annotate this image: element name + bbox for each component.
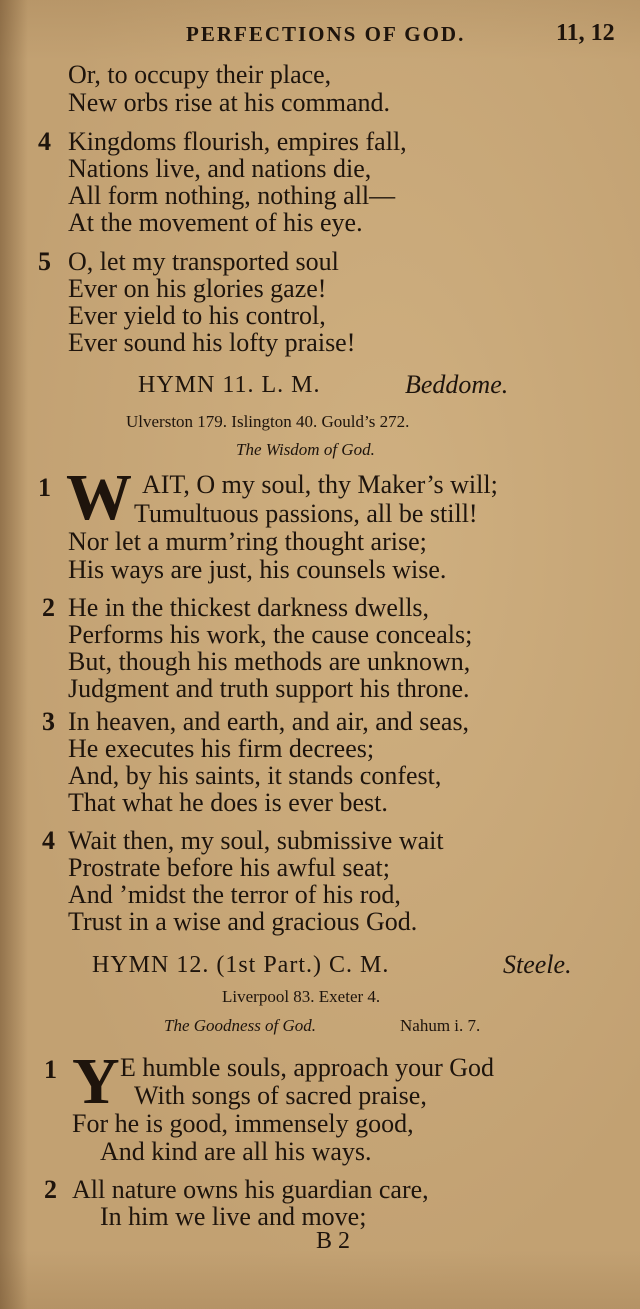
verse-line: Or, to occupy their place, (68, 60, 332, 89)
verse-line: Ever on his glories gaze! (68, 274, 327, 303)
verse-line: He in the thickest darkness dwells, (68, 593, 430, 622)
verse-line: Nor let a murm’ring thought arise; (68, 527, 427, 556)
verse-line: New orbs rise at his command. (68, 88, 391, 117)
verse-line: E humble souls, approach your God (120, 1053, 495, 1082)
verse-line: Nations live, and nations die, (68, 154, 372, 183)
drop-cap: W (66, 461, 132, 534)
scripture-reference: Nahum i. 7. (400, 1016, 481, 1035)
verse-line: And, by his saints, it stands confest, (68, 761, 442, 790)
page-numbers: 11, 12 (556, 20, 615, 46)
verse-line: In heaven, and earth, and air, and seas, (68, 707, 470, 736)
stanza-number: 5 (38, 247, 51, 276)
verse-line: All nature owns his guardian care, (72, 1175, 429, 1204)
verse-line: With songs of sacred praise, (134, 1081, 427, 1110)
verse-line: But, though his methods are unknown, (68, 647, 471, 676)
hymn-author: Beddome. (405, 370, 509, 399)
verse-line: Judgment and truth support his throne. (68, 674, 470, 703)
stanza-number: 4 (38, 127, 51, 156)
drop-cap: Y (72, 1045, 120, 1118)
verse-line: At the movement of his eye. (68, 208, 363, 237)
running-title: PERFECTIONS OF GOD. (186, 22, 466, 46)
verse-line: Prostrate before his awful seat; (68, 853, 391, 882)
hymn-tunes: Ulverston 179. Islington 40. Gould’s 272. (126, 412, 410, 431)
verse-line: Performs his work, the cause conceals; (68, 620, 473, 649)
hymn-tunes: Liverpool 83. Exeter 4. (222, 987, 381, 1006)
stanza-number: 1 (38, 473, 51, 502)
verse-line: Ever yield to his control, (68, 301, 326, 330)
verse-line: Trust in a wise and gracious God. (68, 907, 418, 936)
hymn-title: HYMN 12. (1st Part.) C. M. (92, 952, 390, 978)
verse-line: His ways are just, his counsels wise. (68, 555, 447, 584)
stanza-number: 2 (44, 1175, 57, 1204)
stanza-number: 4 (42, 826, 55, 855)
verse-line: Kingdoms flourish, empires fall, (68, 127, 407, 156)
verse-line: He executes his firm decrees; (68, 734, 375, 763)
verse-line: Ever sound his lofty praise! (68, 328, 356, 357)
verse-line: For he is good, immensely good, (72, 1109, 414, 1138)
hymn-theme: The Wisdom of God. (236, 440, 375, 459)
verse-line: Tumultuous passions, all be still! (134, 499, 478, 528)
hymn-title: HYMN 11. L. M. (138, 372, 321, 398)
stanza-number: 2 (42, 593, 55, 622)
verse-line: And kind are all his ways. (100, 1137, 372, 1166)
verse-line: In him we live and move; (100, 1202, 367, 1231)
verse-line: O, let my transported soul (68, 247, 339, 276)
hymn-author: Steele. (503, 950, 572, 979)
verse-line: Wait then, my soul, submissive wait (68, 826, 444, 855)
stanza-number: 3 (42, 707, 55, 736)
verse-line: AIT, O my soul, thy Maker’s will; (142, 470, 498, 499)
stanza-number: 1 (44, 1055, 57, 1084)
verse-line: All form nothing, nothing all— (68, 181, 396, 210)
verse-line: And ’midst the terror of his rod, (68, 880, 401, 909)
signature-mark: B 2 (316, 1228, 351, 1254)
hymn-theme: The Goodness of God. (164, 1016, 317, 1035)
verse-line: That what he does is ever best. (68, 788, 388, 817)
